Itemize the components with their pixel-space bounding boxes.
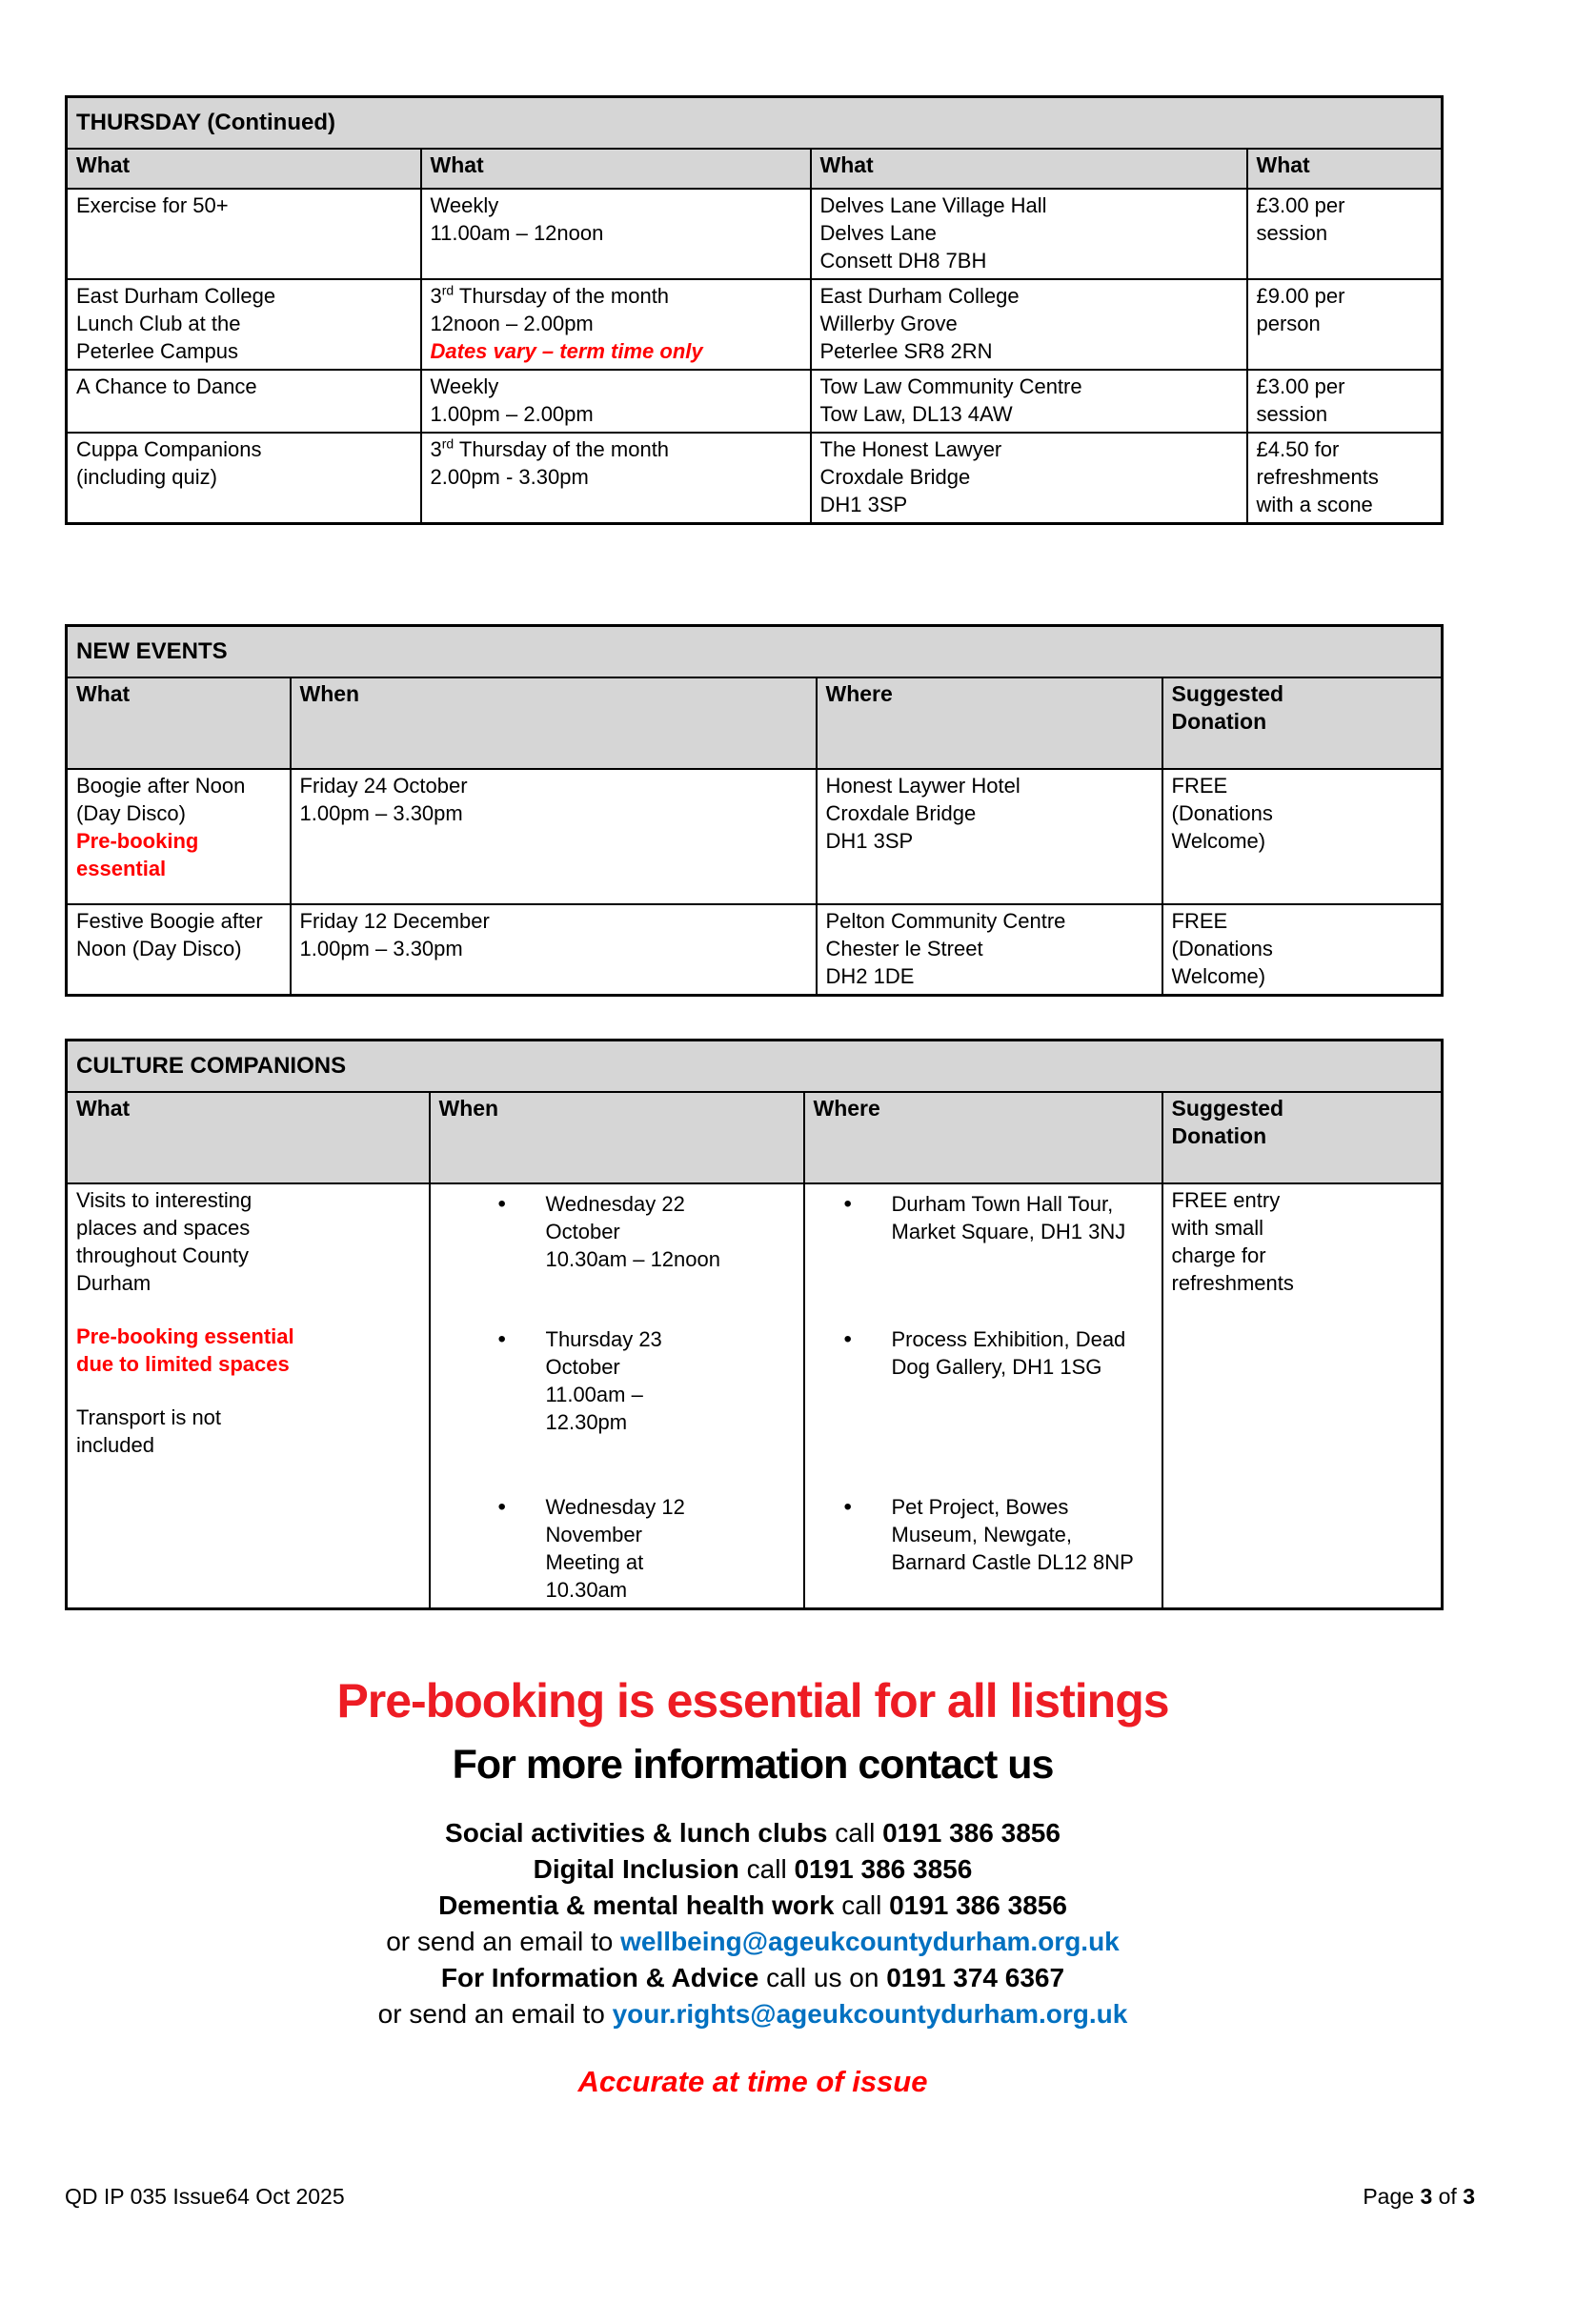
- contact-line-social: Social activities & lunch clubs call 0191 386 3856: [445, 1818, 1061, 1848]
- text-line: refreshments: [1256, 465, 1379, 489]
- bullet-icon: •: [497, 1326, 506, 1352]
- text-line: Barnard Castle DL12 8NP: [891, 1550, 1134, 1574]
- text-line: Donation: [1171, 709, 1267, 734]
- cell-cost: [1247, 433, 1443, 524]
- text-line: Suggested: [1171, 681, 1284, 706]
- text-line: Peterlee Campus: [76, 339, 238, 363]
- text-line: with a scone: [1256, 493, 1373, 516]
- text-line: The Honest Lawyer: [819, 437, 1002, 461]
- accuracy-disclaimer: Accurate at time of issue: [577, 2065, 928, 2098]
- cell-what: [67, 433, 421, 524]
- transport-note: [76, 1404, 421, 1459]
- column-header-when: When: [291, 677, 817, 769]
- text-line: Exercise for 50+: [76, 193, 229, 217]
- bullet-item: [498, 1190, 796, 1325]
- text-line: 1.00pm – 3.30pm: [299, 937, 463, 960]
- contact-line-digital: Digital Inclusion call 0191 386 3856: [533, 1854, 973, 1884]
- contact-line-dementia: Dementia & mental health work call 0191 386 3856: [438, 1890, 1067, 1920]
- cell-where: [804, 1183, 1162, 1609]
- text-line: Welcome): [1171, 964, 1266, 988]
- cell-what: [67, 769, 291, 904]
- text-line: Wednesday 22: [545, 1192, 685, 1216]
- text-line: with small: [1171, 1216, 1264, 1240]
- text-line: Pre-booking: [76, 829, 199, 853]
- bullet-icon: •: [843, 1326, 852, 1352]
- text-line: 11.00am – 12noon: [430, 221, 604, 245]
- cell-when: [421, 370, 811, 433]
- new-events-table: [65, 624, 1444, 997]
- text-line: Dog Gallery, DH1 1SG: [891, 1355, 1102, 1379]
- document-reference: QD IP 035 Issue64 Oct 2025: [65, 2184, 345, 2209]
- text-line: £3.00 per: [1256, 374, 1345, 398]
- document-page: [65, 95, 1441, 2099]
- text-line: session: [1256, 402, 1328, 426]
- table-row: [67, 370, 1443, 433]
- bullet-item: [498, 1493, 796, 1604]
- text-line: Noon (Day Disco): [76, 937, 242, 960]
- text-line: East Durham College: [76, 284, 276, 308]
- culture-companions-table: [65, 1039, 1444, 1610]
- text-line: 1.00pm – 3.30pm: [299, 801, 463, 825]
- column-header-what-1: What: [67, 149, 421, 189]
- text-line: Tow Law Community Centre: [819, 374, 1082, 398]
- text-line: (including quiz): [76, 465, 217, 489]
- text-line: (Donations: [1171, 937, 1273, 960]
- text-line: charge for: [1171, 1243, 1266, 1267]
- cell-where: [811, 370, 1247, 433]
- prebooking-essential-note: [76, 827, 282, 882]
- text-line: Meeting at: [545, 1550, 644, 1574]
- text-line: Festive Boogie after: [76, 909, 263, 933]
- text-line: Cuppa Companions: [76, 437, 262, 461]
- table-title-new-events: NEW EVENTS: [67, 626, 1443, 678]
- text-line: Friday 12 December: [299, 909, 490, 933]
- thursday-continued-table: [65, 95, 1444, 525]
- ordinal-suffix: rd: [441, 435, 455, 452]
- text-line: 10.30am: [545, 1578, 628, 1602]
- contact-line-rights-email: or send an email to your.rights@ageukcountydurham.org.uk: [377, 1999, 1128, 2029]
- text-line: Croxdale Bridge: [819, 465, 971, 489]
- text-line: Lunch Club at the: [76, 312, 241, 335]
- contact-heading: For more information contact us: [452, 1742, 1054, 1788]
- table-title-thursday: THURSDAY (Continued): [67, 97, 1443, 150]
- text-line: places and spaces: [76, 1216, 251, 1240]
- text-line: Consett DH8 7BH: [819, 249, 987, 273]
- cell-when: [421, 189, 811, 279]
- table-row: [67, 189, 1443, 279]
- cell-what: [67, 1183, 430, 1609]
- text-line: Pet Project, Bowes: [891, 1495, 1069, 1519]
- cell-donation: [1162, 769, 1443, 904]
- column-header-when: When: [430, 1092, 804, 1183]
- bullet-item: [844, 1493, 1154, 1576]
- text-line: October: [545, 1355, 620, 1379]
- text-line: 11.00am –: [545, 1383, 643, 1406]
- text-line: throughout County: [76, 1243, 250, 1267]
- text-line: Process Exhibition, Dead: [891, 1327, 1126, 1351]
- column-header-what-4: What: [1247, 149, 1443, 189]
- bullet-item: [844, 1190, 1154, 1325]
- text-line: Market Square, DH1 3NJ: [891, 1220, 1126, 1243]
- page-footer: [65, 2184, 1475, 2210]
- bullet-icon: •: [497, 1191, 506, 1217]
- contact-details: [65, 1815, 1441, 2032]
- text-line: Durham: [76, 1271, 152, 1295]
- rights-email-link[interactable]: your.rights@ageukcountydurham.org.uk: [612, 1999, 1128, 2029]
- text-line: Friday 24 October: [299, 774, 468, 798]
- text-line: Honest Laywer Hotel: [825, 774, 1020, 798]
- text-line: East Durham College: [819, 284, 1020, 308]
- column-header-donation: [1162, 677, 1443, 769]
- cell-when: [421, 279, 811, 370]
- page-number: Page 3 of 3: [1363, 2184, 1475, 2209]
- text-line: DH2 1DE: [825, 964, 915, 988]
- text-line: Peterlee SR8 2RN: [819, 339, 993, 363]
- cell-when: [421, 433, 811, 524]
- text-line: £9.00 per: [1256, 284, 1345, 308]
- text-line: Delves Lane: [819, 221, 937, 245]
- when-bullet-list: [439, 1190, 796, 1604]
- table-row: [67, 769, 1443, 904]
- text-line: Pre-booking essential: [76, 1324, 294, 1348]
- bullet-icon: •: [843, 1494, 852, 1520]
- cell-what: [67, 370, 421, 433]
- column-header-donation: [1162, 1092, 1443, 1183]
- text-line: Pelton Community Centre: [825, 909, 1066, 933]
- cell-when: [430, 1183, 804, 1609]
- text-line: Visits to interesting: [76, 1188, 253, 1212]
- column-header-where: Where: [804, 1092, 1162, 1183]
- text-line: Chester le Street: [825, 937, 983, 960]
- text-line: Donation: [1171, 1123, 1267, 1148]
- text-line: £4.50 for: [1256, 437, 1340, 461]
- text-line: Delves Lane Village Hall: [819, 193, 1047, 217]
- text-line: FREE entry: [1171, 1188, 1281, 1212]
- text-line: due to limited spaces: [76, 1352, 290, 1376]
- prebooking-essential-note: [76, 1323, 421, 1378]
- bullet-icon: •: [497, 1494, 506, 1520]
- text-line: Weekly: [430, 374, 499, 398]
- text-line: Boogie after Noon: [76, 774, 246, 798]
- cell-where: [811, 279, 1247, 370]
- text-line: 3rd Thursday of the month: [430, 435, 670, 461]
- cell-where: [811, 189, 1247, 279]
- text-line: Thursday 23: [545, 1327, 662, 1351]
- table-row: [67, 904, 1443, 996]
- column-header-what-3: What: [811, 149, 1247, 189]
- text-line: FREE: [1171, 774, 1228, 798]
- cell-when: [291, 769, 817, 904]
- text-line: 3rd Thursday of the month: [430, 282, 670, 308]
- text-line: DH1 3SP: [825, 829, 914, 853]
- cell-donation: [1162, 904, 1443, 996]
- table-title-culture-companions: CULTURE COMPANIONS: [67, 1041, 1443, 1093]
- text-line: 2.00pm - 3.30pm: [430, 465, 589, 489]
- text-line: 1.00pm – 2.00pm: [430, 402, 594, 426]
- text-line: A Chance to Dance: [76, 374, 257, 398]
- dates-vary-note: Dates vary – term time only: [430, 339, 703, 363]
- text-line: DH1 3SP: [819, 493, 908, 516]
- ordinal-suffix: rd: [441, 282, 455, 298]
- table-row: [67, 433, 1443, 524]
- cell-donation: [1162, 1183, 1443, 1609]
- column-header-what: What: [67, 677, 291, 769]
- cell-where: [817, 904, 1162, 996]
- cell-what: [67, 904, 291, 996]
- text-line: essential: [76, 857, 167, 880]
- cell-cost: [1247, 189, 1443, 279]
- column-header-what: What: [67, 1092, 430, 1183]
- bullet-item: [844, 1325, 1154, 1493]
- cell-when: [291, 904, 817, 996]
- contact-line-wellbeing-email: or send an email to wellbeing@ageukcountydurham.org.uk: [386, 1927, 1120, 1956]
- text-line: Croxdale Bridge: [825, 801, 977, 825]
- wellbeing-email-link[interactable]: wellbeing@ageukcountydurham.org.uk: [620, 1927, 1120, 1956]
- text-line: session: [1256, 221, 1328, 245]
- cell-what: [67, 279, 421, 370]
- text-line: Tow Law, DL13 4AW: [819, 402, 1013, 426]
- text-line: £3.00 per: [1256, 193, 1345, 217]
- contact-line-advice: For Information & Advice call us on 0191 374 6367: [440, 1963, 1065, 1992]
- column-header-where: Where: [817, 677, 1162, 769]
- text-line: FREE: [1171, 909, 1228, 933]
- text-line: 10.30am – 12noon: [545, 1247, 720, 1271]
- text-line: (Donations: [1171, 801, 1273, 825]
- text-line: refreshments: [1171, 1271, 1294, 1295]
- text-line: Suggested: [1171, 1096, 1284, 1121]
- text-line: Welcome): [1171, 829, 1266, 853]
- visits-description: [76, 1186, 421, 1297]
- cell-what: [67, 189, 421, 279]
- text-line: October: [545, 1220, 620, 1243]
- cell-where: [811, 433, 1247, 524]
- text-line: Wednesday 12: [545, 1495, 685, 1519]
- bullet-icon: •: [843, 1191, 852, 1217]
- where-bullet-list: [814, 1190, 1154, 1576]
- text-line: 12.30pm: [545, 1410, 628, 1434]
- text-line: Transport is not: [76, 1405, 222, 1429]
- text-line: (Day Disco): [76, 801, 186, 825]
- text-line: Weekly: [430, 193, 499, 217]
- text-line: person: [1256, 312, 1321, 335]
- column-header-what-2: What: [421, 149, 811, 189]
- cell-cost: [1247, 279, 1443, 370]
- text-line: Willerby Grove: [819, 312, 958, 335]
- cell-cost: [1247, 370, 1443, 433]
- text-line: included: [76, 1433, 154, 1457]
- prebooking-heading: Pre-booking is essential for all listings: [336, 1674, 1169, 1728]
- table-row: [67, 1183, 1443, 1609]
- cell-where: [817, 769, 1162, 904]
- bullet-item: [498, 1325, 796, 1493]
- text-line: Durham Town Hall Tour,: [891, 1192, 1114, 1216]
- table-row: [67, 279, 1443, 370]
- text-line: November: [545, 1523, 642, 1546]
- text-line: Museum, Newgate,: [891, 1523, 1073, 1546]
- text-line: 12noon – 2.00pm: [430, 312, 594, 335]
